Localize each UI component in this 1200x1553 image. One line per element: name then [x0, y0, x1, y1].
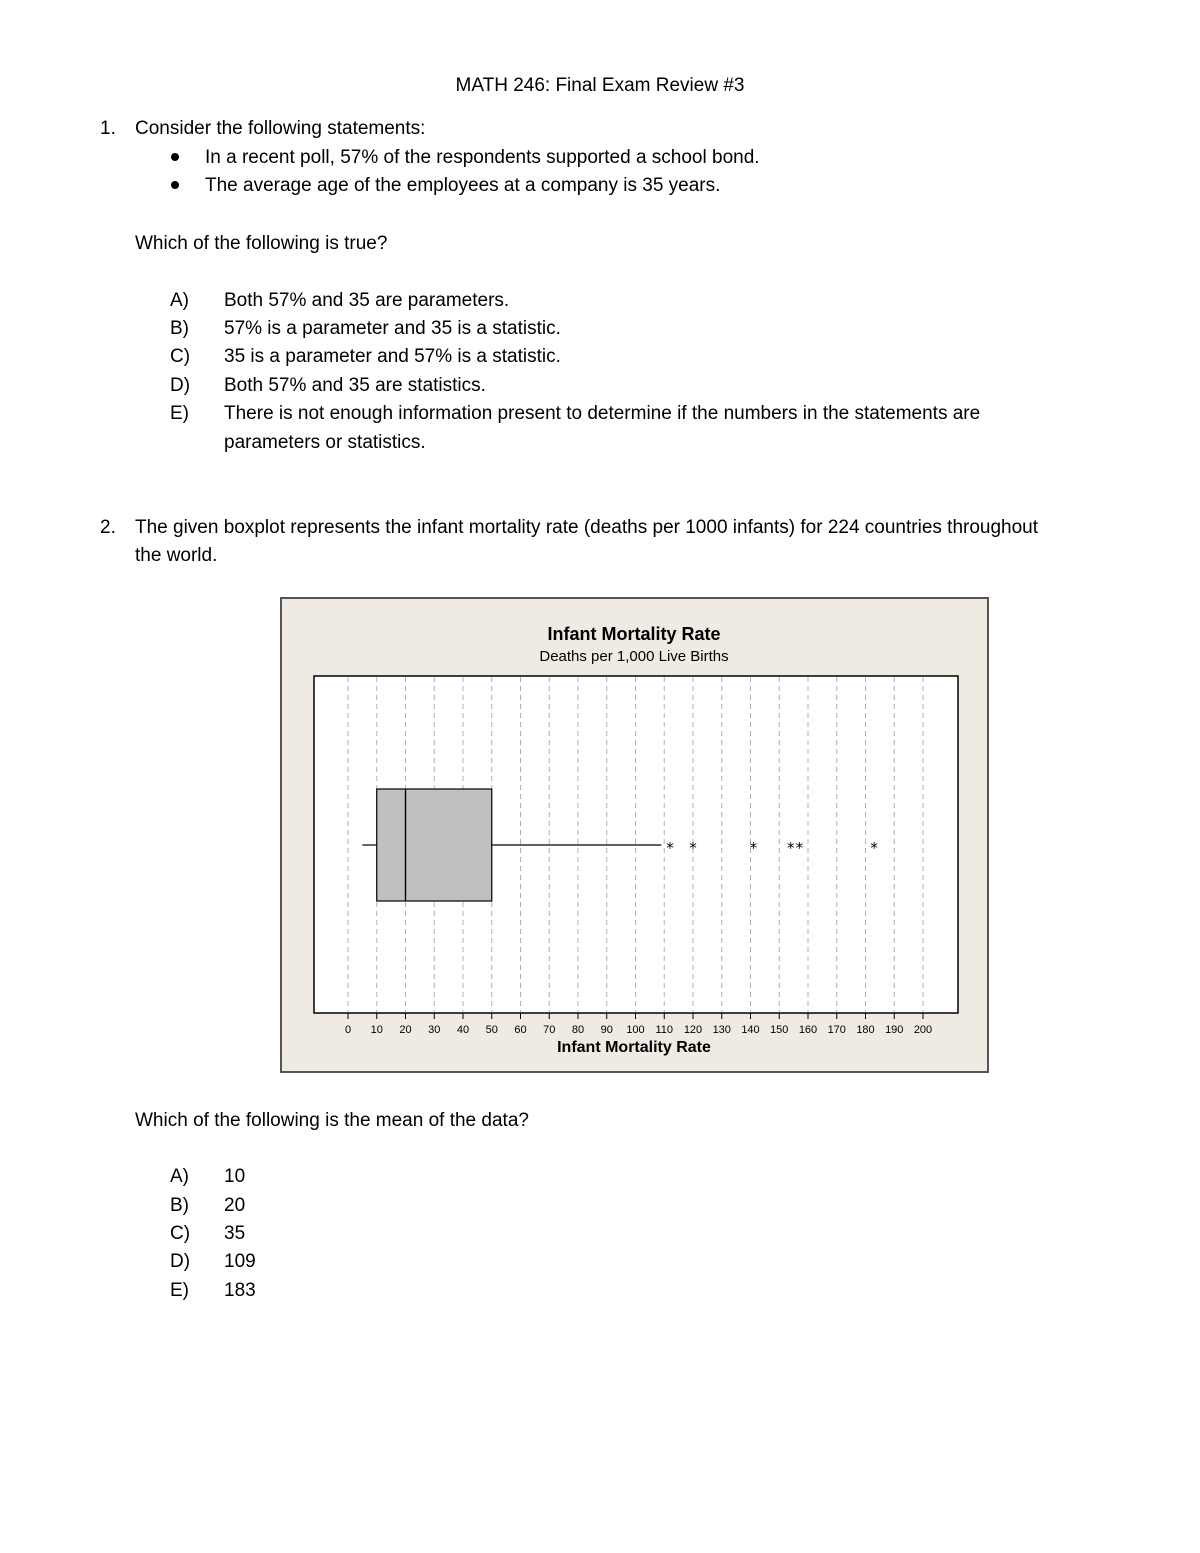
x-tick-label: 130 [712, 1024, 731, 1036]
x-tick-label: 10 [370, 1024, 383, 1036]
boxplot-svg [282, 599, 987, 1071]
chart-subtitle: Deaths per 1,000 Live Births [539, 648, 729, 665]
x-axis-ticks [345, 1013, 932, 1036]
x-tick-label: 110 [655, 1024, 674, 1036]
option-text-continued: parameters or statistics. [224, 432, 426, 453]
option-text: Both 57% and 35 are parameters. [224, 290, 510, 311]
option-text: Both 57% and 35 are statistics. [224, 375, 486, 396]
option-letter: B) [170, 318, 189, 339]
x-tick-label: 200 [913, 1024, 933, 1036]
question-2-prompt: The given boxplot represents the infant mortality rate (deaths per 1000 infants) for 224 countries throughout [135, 517, 1039, 538]
option-letter: C) [170, 1223, 191, 1244]
x-tick-label: 90 [600, 1024, 613, 1036]
iqr-box [377, 789, 492, 901]
x-tick-label: 50 [485, 1024, 498, 1036]
outlier-point: * [795, 839, 804, 857]
option-text: 57% is a parameter and 35 is a statistic. [224, 318, 561, 339]
outlier-point: * [787, 839, 795, 857]
x-tick-label: 20 [399, 1024, 412, 1036]
option-letter: D) [170, 375, 191, 396]
option-letter: A) [170, 290, 189, 311]
x-tick-label: 30 [428, 1024, 441, 1036]
x-tick-label: 60 [514, 1024, 527, 1036]
question-1-question: Which of the following is true? [135, 233, 388, 254]
x-tick-label: 80 [571, 1024, 585, 1036]
outlier-point: * [870, 839, 878, 857]
option-text: 35 [224, 1223, 246, 1244]
x-tick-label: 120 [683, 1024, 703, 1036]
question-1-prompt: Consider the following statements: [135, 118, 426, 139]
chart-title: Infant Mortality Rate [547, 624, 721, 644]
outlier-point: * [666, 839, 674, 857]
x-tick-label: 170 [827, 1024, 846, 1036]
question-1-bullet: In a recent poll, 57% of the respondents supported a school bond. [205, 147, 760, 168]
question-2-question: Which of the following is the mean of the data? [135, 1110, 529, 1131]
option-letter: C) [170, 346, 191, 367]
option-text: 35 is a parameter and 57% is a statistic. [224, 346, 561, 367]
bullet-icon [171, 181, 179, 189]
option-text: 10 [224, 1166, 246, 1187]
question-1-bullet: The average age of the employees at a company is 35 years. [205, 175, 721, 196]
option-text: There is not enough information present to determine if the numbers in the statements are [224, 403, 981, 424]
option-text: 20 [224, 1195, 246, 1216]
x-tick-label: 160 [798, 1024, 818, 1036]
option-letter: E) [170, 1280, 189, 1301]
outlier-point: * [749, 839, 758, 857]
boxplot-chart [280, 597, 989, 1073]
option-letter: E) [170, 403, 189, 424]
option-letter: D) [170, 1251, 191, 1272]
option-letter: B) [170, 1195, 189, 1216]
x-axis-label: Infant Mortality Rate [557, 1039, 711, 1056]
option-text: 109 [224, 1251, 256, 1272]
x-tick-label: 40 [456, 1024, 470, 1036]
x-tick-label: 100 [626, 1024, 645, 1036]
page-title: MATH 246: Final Exam Review #3 [455, 75, 745, 96]
option-letter: A) [170, 1166, 189, 1187]
x-tick-label: 150 [770, 1024, 789, 1036]
question-2-prompt-continued: the world. [135, 545, 218, 566]
x-tick-label: 180 [856, 1024, 875, 1036]
outlier-point: * [689, 839, 697, 857]
question-1-number: 1. [100, 118, 116, 139]
question-2-number: 2. [100, 517, 116, 538]
x-tick-label: 140 [741, 1024, 760, 1036]
option-text: 183 [224, 1280, 256, 1301]
bullet-icon [171, 153, 179, 161]
x-tick-label: 0 [344, 1024, 352, 1036]
x-tick-label: 190 [885, 1024, 904, 1036]
x-tick-label: 70 [543, 1024, 556, 1036]
